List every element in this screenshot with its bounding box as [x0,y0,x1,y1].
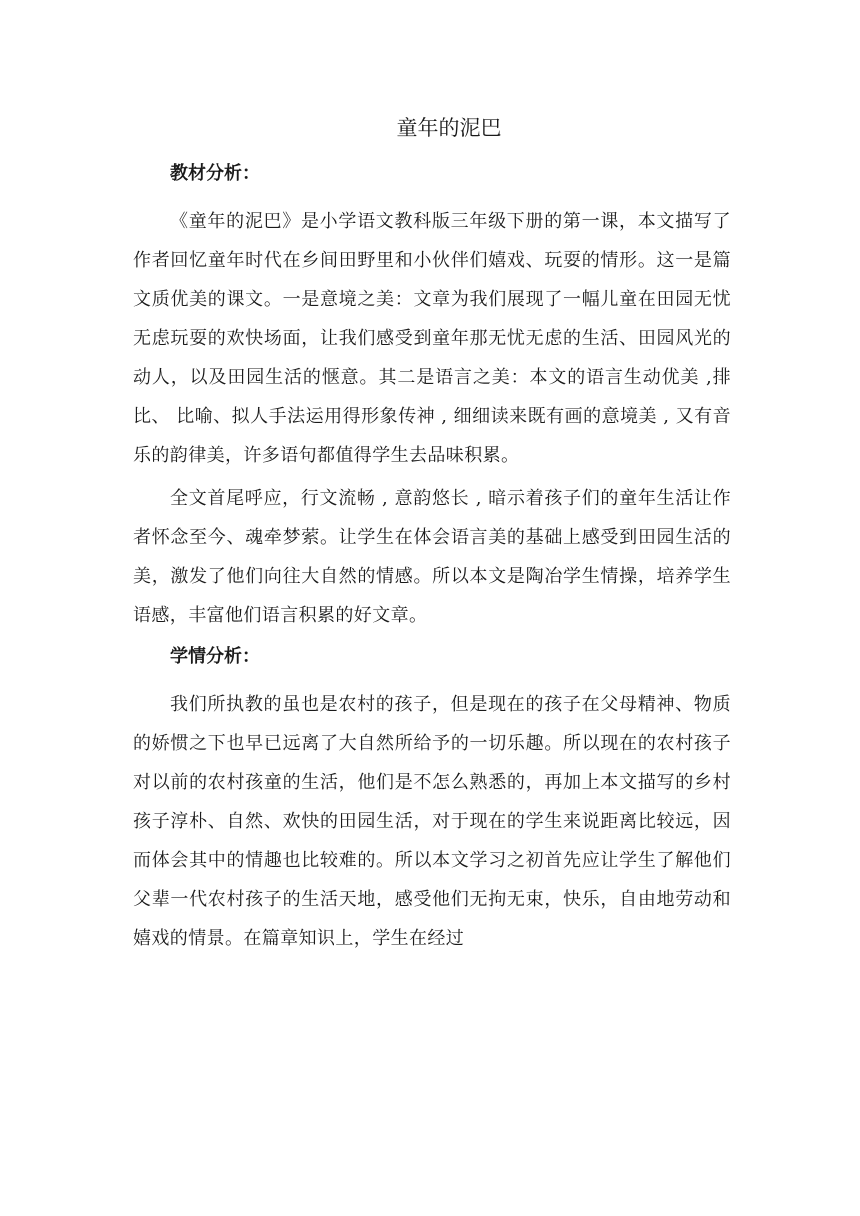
document-body [133,104,731,958]
document-title: 童年的泥巴 [396,116,502,140]
paragraph: 《童年的泥巴》是小学语文教科版三年级下册的第一课，本文描写了作者回忆童年时代在乡间田野里和小伙伴们嬉戏、玩耍的情形。这一是篇文质优美的课文。一是意境之美：文章为我们展现了一幅儿童在田园无忧无虑玩耍的欢快场面，让我们感受到童年那无忧无虑的生活、田园风光的动人，以及田园生活的惬意。其二是语言之美：本文的语言生动优美 ,排比、 比喻、拟人手法运用得形象传神 , 细细读来既有画的意境美 , 又有音乐的韵律美，许多语句都值得学生去品味积累。 [133,211,731,466]
paragraph: 全文首尾呼应，行文流畅 , 意韵悠长 , 暗示着孩子们的童年生活让作者怀念至今、魂牵梦萦。让学生在体会语言美的基础上感受到田园生活的美，激发了他们向往大自然的情感。所以本文是陶冶学生情操，培养学生语感，丰富他们语言积累的好文章。 [133,488,731,626]
section-heading-student-analysis: 学情分析： [170,646,260,667]
section-heading-textbook-analysis: 教材分析： [170,163,260,184]
paragraph: 我们所执教的虽也是农村的孩子，但是现在的孩子在父母精神、物质的娇惯之下也早已远离了大自然所给予的一切乐趣。所以现在的农村孩子对以前的农村孩童的生活，他们是不怎么熟悉的，再加上本文描写的乡村孩子淳朴、自然、欢快的田园生活，对于现在的学生来说距离比较远，因而体会其中的情趣也比较难的。所以本文学习之初首先应让学生了解他们父辈一代农村孩子的生活天地，感受他们无拘无束，快乐，自由地劳动和嬉戏的情景。在篇章知识上，学生在经过 [133,694,731,949]
